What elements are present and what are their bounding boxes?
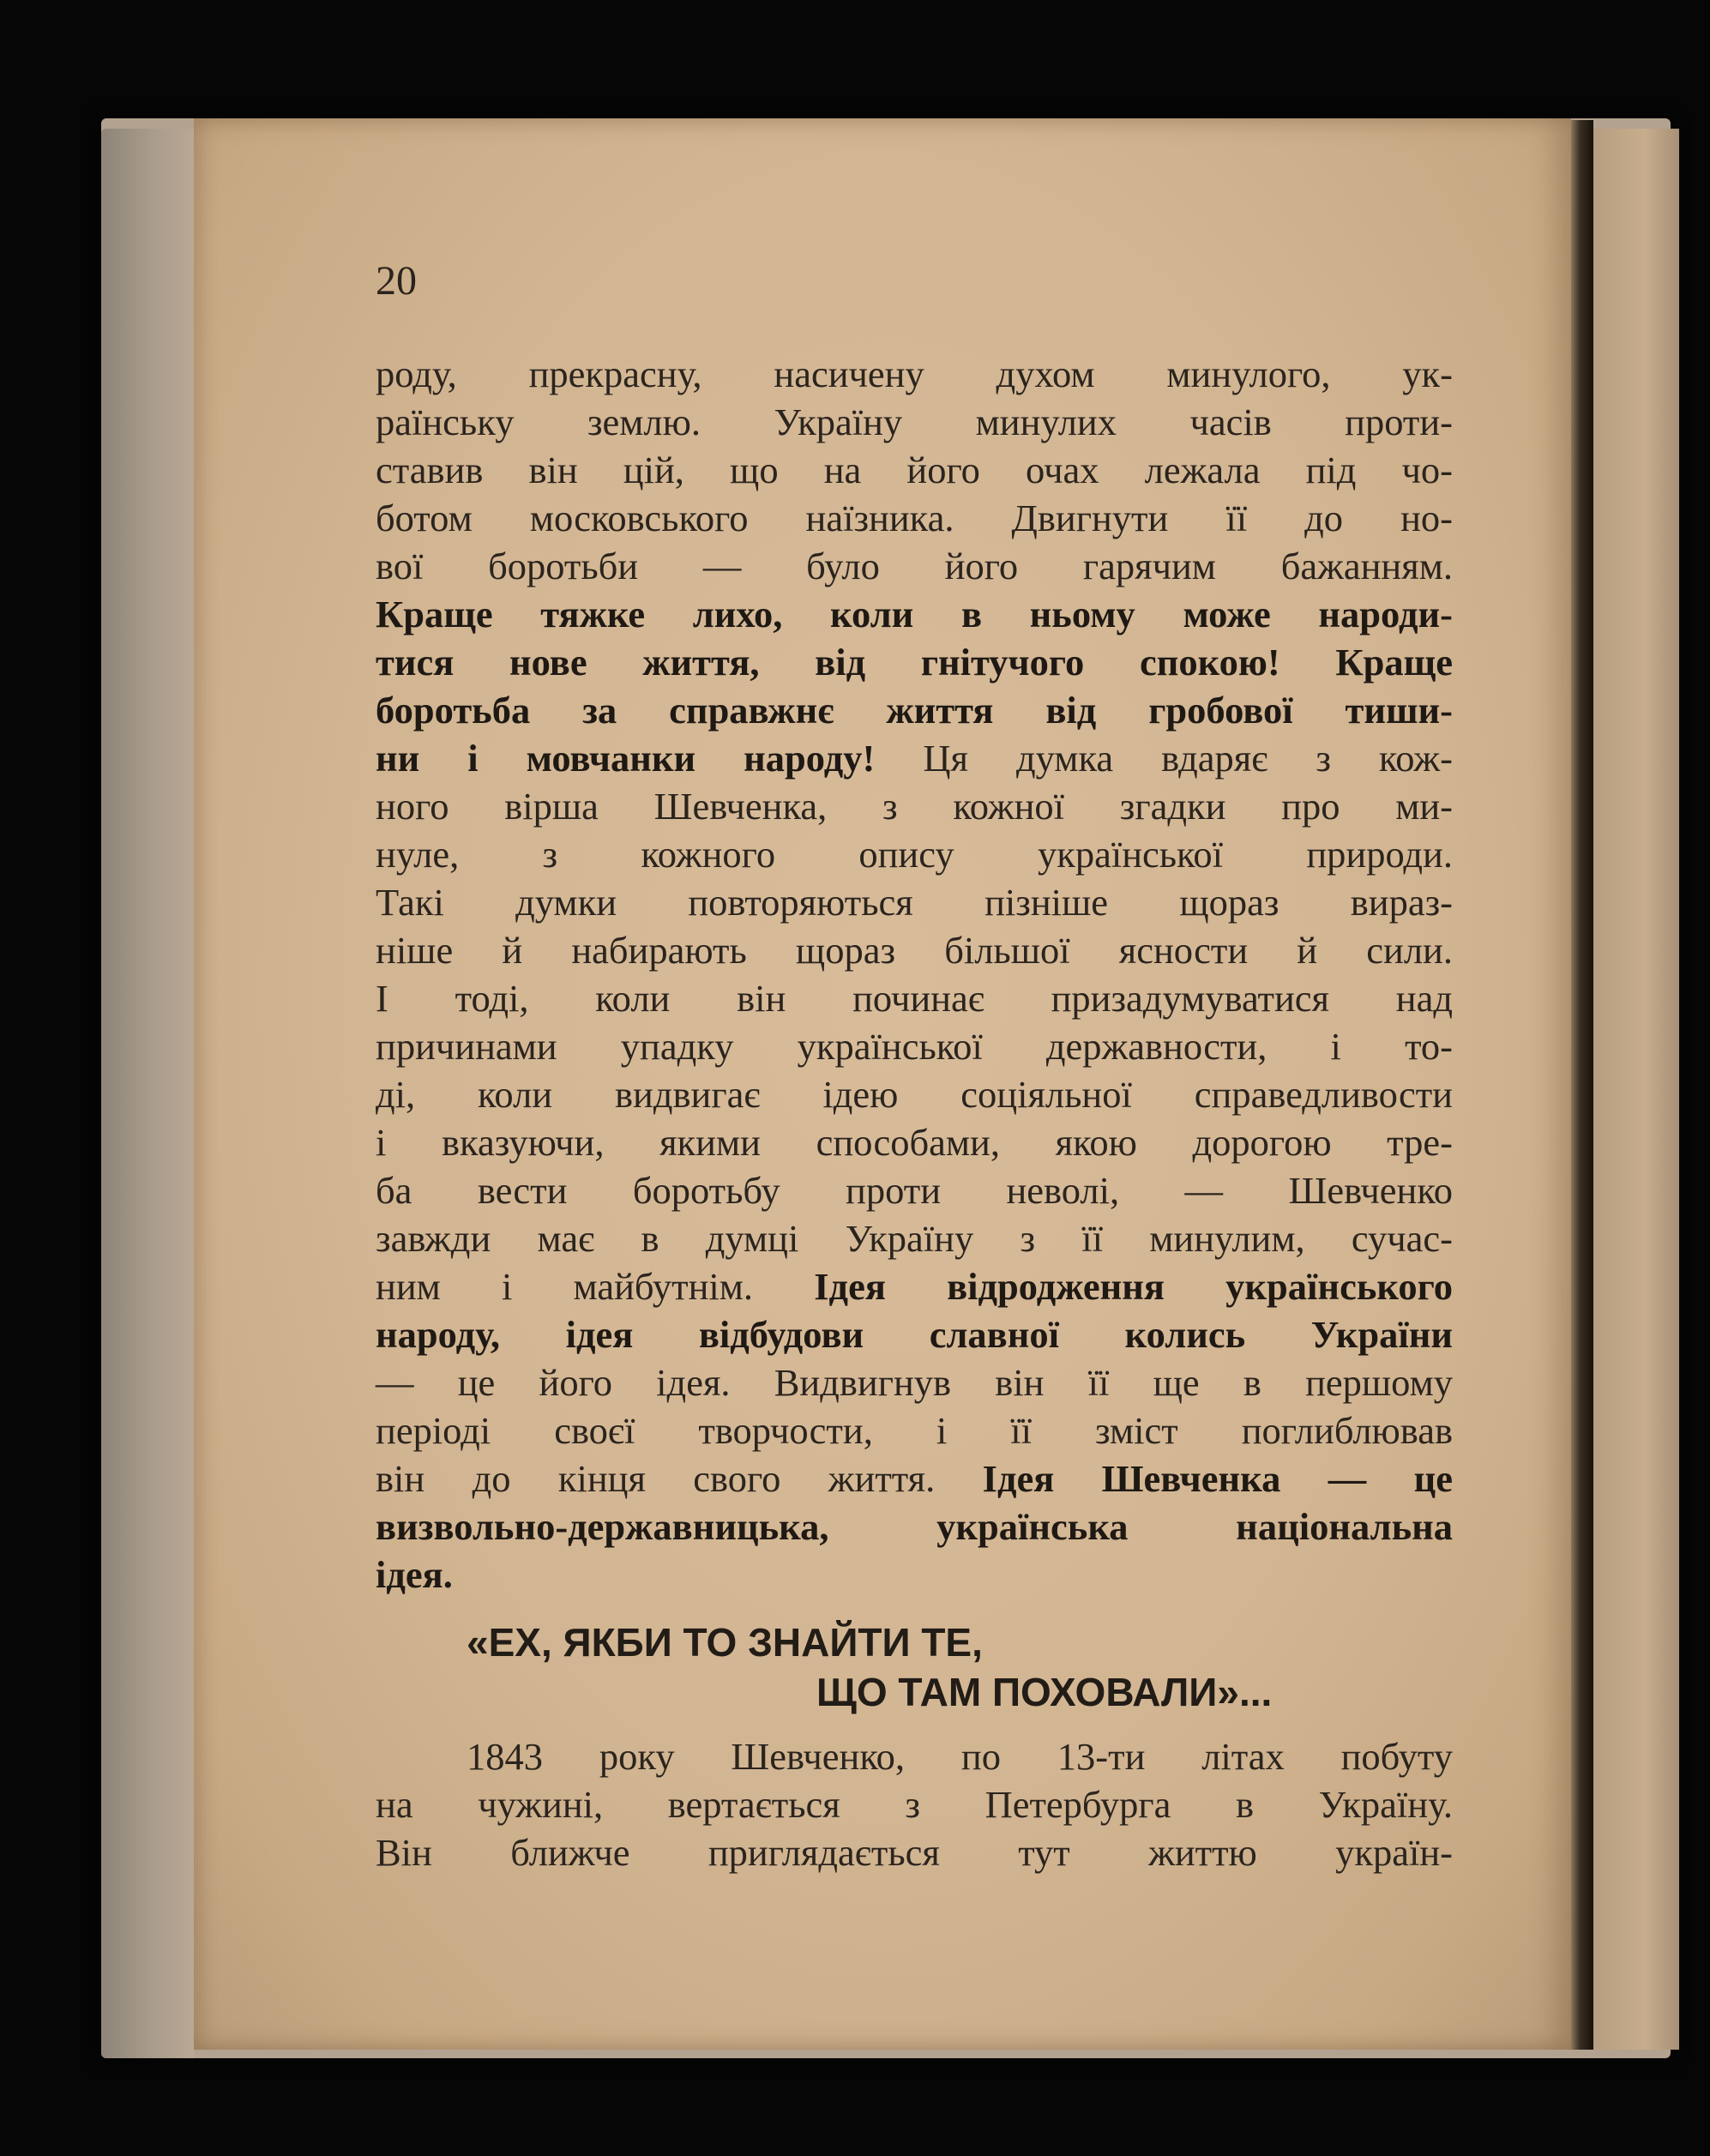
text-line: на чужині, вертається з Петербурга в Україну. [376,1783,1453,1826]
text-line [376,1503,1453,1551]
text-segment: Ця думка вдаряє з кож- [875,737,1453,780]
text-line [376,398,1453,446]
text-segment: ботом московського наїзника. Двигнути її до но- [376,497,1453,539]
bold-text-segment: Ідея Шевченка — це [982,1457,1453,1500]
text-line [376,782,1453,830]
text-segment: ді, коли видвигає ідею соціяльної справедливости [376,1073,1453,1116]
text-segment: завжди має в думці Україну з її минулим, сучас- [376,1217,1453,1260]
text-line [376,686,1453,734]
text-line [376,1310,1453,1358]
text-segment: він до кінця свого життя. [376,1457,983,1500]
bold-text-segment: тися нове життя, від гнітучого спокою! Краще [376,641,1453,684]
text-line: Він ближче приглядається тут життю україн- [376,1831,1453,1874]
text-line [376,1262,1453,1310]
text-line [376,1358,1453,1406]
text-segment: ного вірша Шевченка, з кожної згадки про ми- [376,785,1453,828]
section-heading [376,1617,1453,1717]
bold-text-segment: боротьба за справжнє життя від гробової тиши- [376,689,1453,732]
facing-page-edge [1593,129,1679,2050]
text-line [376,974,1453,1022]
text-line [376,350,1453,398]
text-segment: причинами упадку української державности, і то- [376,1025,1453,1068]
text-line [376,1406,1453,1454]
text-segment: і вказуючи, якими способами, якою дорогою тре- [376,1121,1453,1164]
text-line [376,494,1453,542]
text-segment: раїнську землю. Україну минулих часів проти- [376,400,1453,443]
section-heading-line-2: ЩО ТАМ ПОХОВАЛИ»... [816,1670,1273,1714]
text-line [376,542,1453,590]
text-segment: І тоді, коли він починає призадумуватися над [376,977,1453,1020]
text-segment: — це його ідея. Видвигнув він її ще в першому [376,1361,1453,1404]
text-segment: ба вести боротьбу проти неволі, — Шевченко [376,1169,1453,1212]
body-paragraph-1 [376,350,1453,1599]
text-segment: роду, прекрасну, насичену духом минулого, ук- [376,352,1453,395]
text-line [376,446,1453,494]
bold-text-segment: народу, ідея відбудови славної колись України [376,1313,1453,1356]
text-line: 1843 року Шевченко, по 13-ти літах побуту [467,1735,1453,1778]
bold-text-segment: ни і мовчанки народу! [376,737,876,780]
text-line [376,734,1453,782]
text-segment: вої боротьби — було його гарячим бажанням. [376,545,1453,587]
text-segment: ставив він цій, що на його очах лежала під чо- [376,449,1453,491]
text-segment: ніше й набирають щораз більшої ясности й сили. [376,929,1453,972]
bold-text-segment: Краще тяжке лихо, коли в ньому може народи- [376,593,1453,635]
text-segment: періоді своєї творчости, і її зміст поглиблював [376,1409,1453,1452]
text-line [376,1070,1453,1118]
section-heading-line-1: «ЕХ, ЯКБИ ТО ЗНАЙТИ ТЕ, [467,1620,983,1665]
page-gutter [1571,120,1593,2050]
bold-text-segment: Ідея відродження українського [814,1265,1453,1308]
text-line [376,1118,1453,1166]
body-paragraph-2 [376,1732,1453,1876]
page-number: 20 [376,258,417,304]
text-segment: ним і майбутнім. [376,1265,815,1308]
text-line [376,1166,1453,1214]
text-line [376,926,1453,974]
text-line [376,830,1453,878]
text-line [376,638,1453,686]
text-line [376,878,1453,926]
text-line [376,1551,1453,1599]
text-line [376,1454,1453,1503]
book-spine-edge [101,129,194,2058]
text-line [376,1214,1453,1262]
text-line [376,590,1453,638]
bold-text-segment: визвольно-державницька, українська національна [376,1505,1453,1548]
text-segment: нуле, з кожного опису української природи. [376,833,1453,876]
text-segment: Такі думки повторяються пізніше щораз вираз- [376,881,1453,924]
bold-text-segment: ідея. [376,1553,453,1596]
text-line [376,1022,1453,1070]
